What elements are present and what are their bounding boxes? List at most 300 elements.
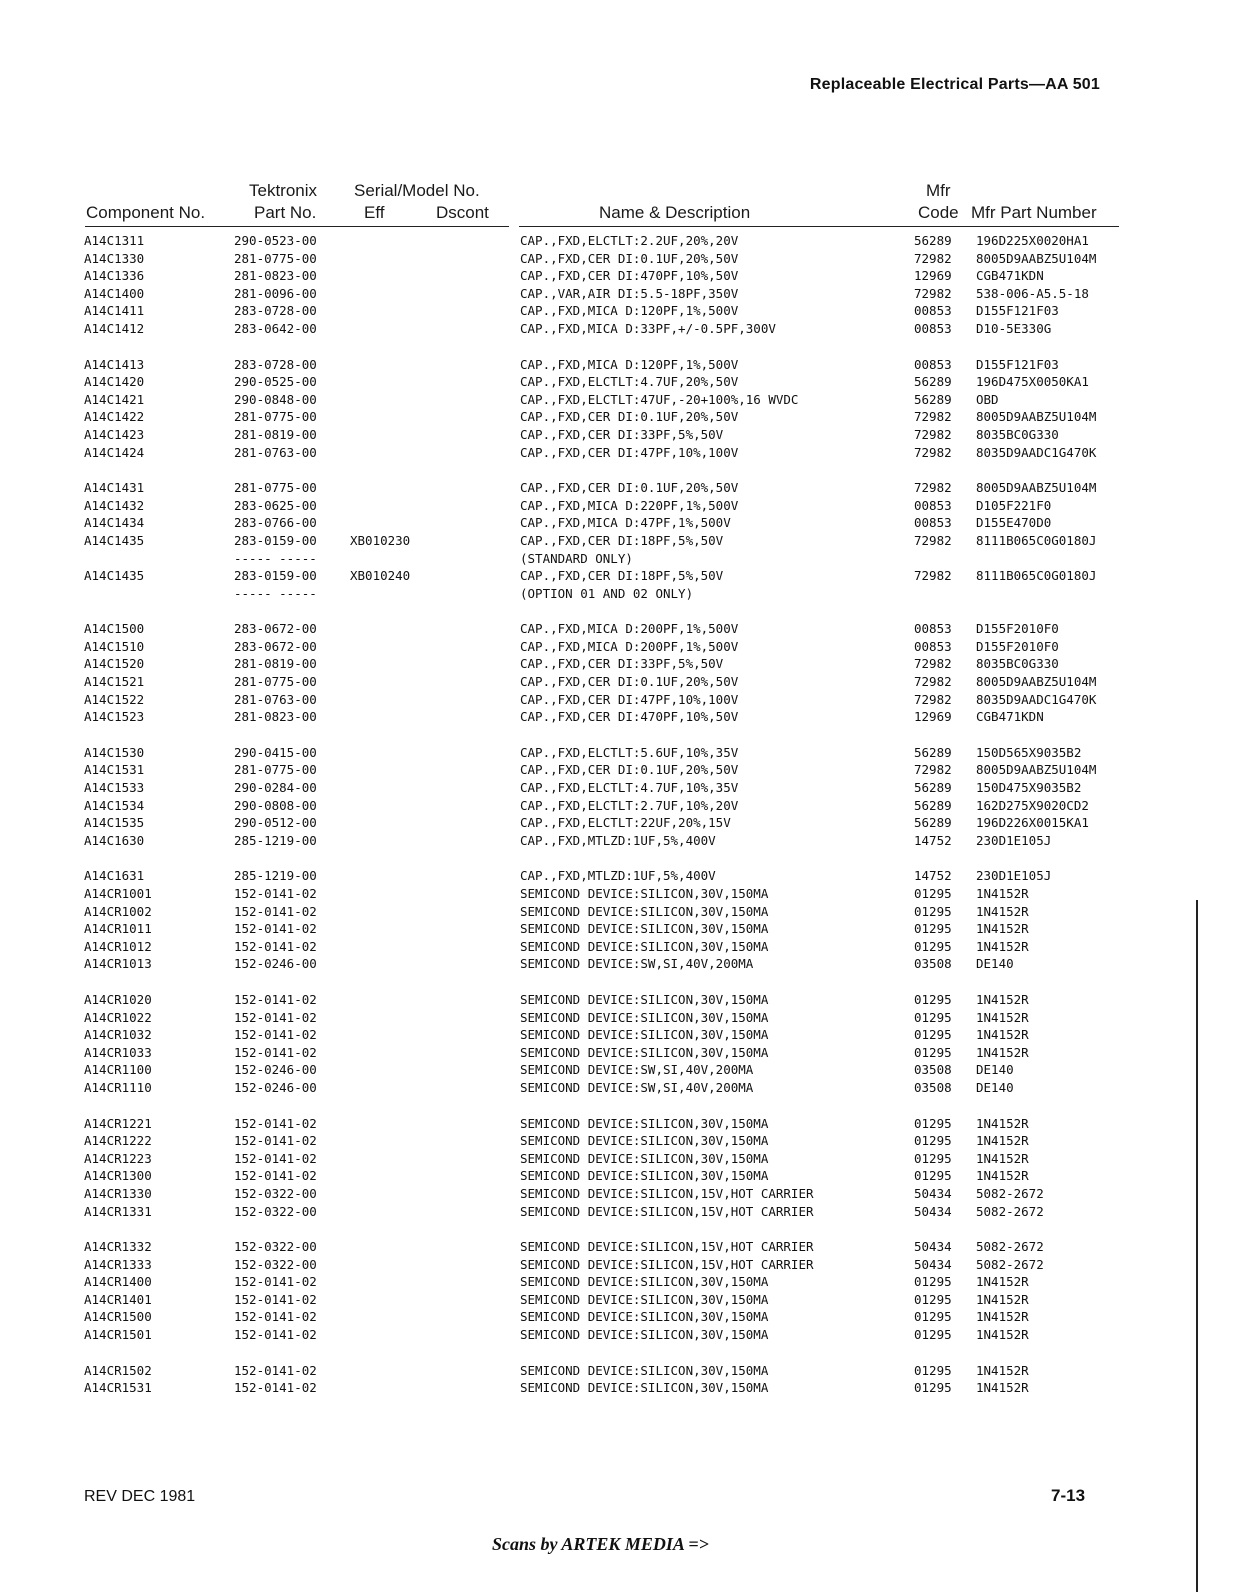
description-text: CAP.,FXD,MICA D:220PF,1%,500V — [520, 497, 739, 513]
mfr-code — [914, 1308, 952, 1326]
table-row — [0, 920, 1237, 938]
mfr-part-number-text: 8005D9AABZ5U104M — [976, 409, 1097, 425]
mfr-part-number — [976, 673, 1096, 691]
component-no — [84, 1379, 152, 1397]
mfr-part-number-text: 1N4152R — [976, 1009, 1029, 1025]
table-row — [0, 391, 1237, 409]
revision-date: REV DEC 1981 — [84, 1488, 196, 1505]
component-no-text: A14C1421 — [84, 391, 145, 407]
component-no — [84, 267, 144, 285]
component-no-text: A14C1630 — [84, 832, 145, 848]
component-no-text: A14CR1401 — [84, 1291, 152, 1307]
mfr-code — [914, 1115, 952, 1133]
mfr-part-number — [976, 779, 1081, 797]
component-no-text: A14C1424 — [84, 444, 145, 460]
mfr-code — [914, 1291, 952, 1309]
description-text: CAP.,FXD,MICA D:33PF,+/-0.5PF,300V — [520, 320, 776, 336]
mfr-part-number-text: DE140 — [976, 1062, 1014, 1078]
mfr-code — [914, 373, 952, 391]
component-no — [84, 408, 144, 426]
description-note: (OPTION 01 AND 02 ONLY) — [520, 585, 694, 601]
part-no-text: 152-0246-00 — [234, 956, 317, 972]
part-no — [234, 497, 317, 515]
mfr-code — [914, 779, 952, 797]
part-no-text: 281-0763-00 — [234, 444, 317, 460]
mfr-code-text: 56289 — [914, 797, 952, 813]
mfr-part-number-text: 1N4152R — [976, 938, 1029, 954]
description — [520, 832, 716, 850]
mfr-code-text: 72982 — [914, 568, 952, 584]
part-no-text: 152-0322-00 — [234, 1203, 317, 1219]
column-header-serial-model: Serial/Model No. — [354, 181, 480, 200]
mfr-part-number — [976, 814, 1089, 832]
part-no-text: 281-0763-00 — [234, 691, 317, 707]
part-no — [234, 1044, 317, 1062]
component-no-text: A14C1336 — [84, 268, 145, 284]
part-no — [234, 761, 317, 779]
mfr-code — [914, 1379, 952, 1397]
mfr-code-text: 01295 — [914, 1168, 952, 1184]
component-no-text: A14C1521 — [84, 674, 145, 690]
component-no-text: A14CR1100 — [84, 1062, 152, 1078]
page-number: 7-13 — [1051, 1486, 1086, 1505]
component-no — [84, 444, 144, 462]
mfr-code-text: 56289 — [914, 780, 952, 796]
mfr-part-number-text: 1N4152R — [976, 1027, 1029, 1043]
description-text: SEMICOND DEVICE:SILICON,30V,150MA — [520, 1044, 769, 1060]
column-header-mfr: Mfr — [926, 181, 951, 200]
mfr-part-number — [976, 938, 1029, 956]
part-no-text: 283-0672-00 — [234, 638, 317, 654]
mfr-code-text: 03508 — [914, 1062, 952, 1078]
component-no-text: A14C1530 — [84, 744, 145, 760]
mfr-part-number — [976, 320, 1051, 338]
description — [520, 955, 753, 973]
mfr-code-text: 03508 — [914, 956, 952, 972]
mfr-code — [914, 691, 952, 709]
description-text: CAP.,FXD,ELCTLT:2.7UF,10%,20V — [520, 797, 739, 813]
description — [520, 920, 768, 938]
mfr-code-text: 01295 — [914, 1309, 952, 1325]
component-no-text: A14CR1012 — [84, 938, 152, 954]
part-no — [234, 1185, 317, 1203]
column-header-dscont: Dscont — [436, 203, 489, 222]
mfr-part-number-text: 1N4152R — [976, 1362, 1029, 1378]
mfr-code — [914, 991, 952, 1009]
mfr-code — [914, 479, 952, 497]
component-no-text: A14C1311 — [84, 233, 145, 248]
part-no-text: 290-0848-00 — [234, 391, 317, 407]
mfr-part-number — [976, 1009, 1029, 1027]
part-no — [234, 514, 317, 532]
component-no-text: A14CR1020 — [84, 991, 152, 1007]
part-no-text: 152-0141-02 — [234, 1044, 317, 1060]
description-text: CAP.,VAR,AIR DI:5.5-18PF,350V — [520, 285, 739, 301]
table-row — [0, 267, 1237, 285]
component-no-text: A14CR1011 — [84, 921, 152, 937]
component-no — [84, 991, 152, 1009]
description — [520, 497, 738, 515]
component-no-text: A14CR1223 — [84, 1150, 152, 1166]
description — [520, 1203, 814, 1221]
component-no-text: A14C1435 — [84, 532, 145, 548]
mfr-code-text: 01295 — [914, 1044, 952, 1060]
part-no — [234, 1362, 317, 1380]
mfr-part-number-text: 1N4152R — [976, 1309, 1029, 1325]
mfr-code-text: 01295 — [914, 1380, 952, 1396]
description — [520, 514, 731, 532]
column-header-name-description: Name & Description — [599, 203, 751, 222]
component-no-text: A14CR1400 — [84, 1274, 152, 1290]
part-no — [234, 1167, 317, 1185]
part-no-text: 152-0141-02 — [234, 1009, 317, 1025]
part-no — [234, 938, 317, 956]
header-rule-left — [85, 226, 509, 227]
component-no — [84, 497, 144, 515]
column-header-mfr-code: Code — [918, 203, 959, 222]
table-row — [0, 232, 1237, 250]
part-no-text: 290-0808-00 — [234, 797, 317, 813]
parts-group — [0, 479, 1237, 602]
mfr-part-number — [976, 691, 1096, 709]
description — [520, 250, 738, 268]
mfr-part-number — [976, 620, 1059, 638]
component-no — [84, 938, 152, 956]
part-no-text: 152-0246-00 — [234, 1062, 317, 1078]
part-no — [234, 1379, 317, 1397]
description — [520, 532, 723, 567]
description-text: CAP.,FXD,CER DI:0.1UF,20%,50V — [520, 409, 739, 425]
header-rule-right — [519, 226, 1119, 227]
mfr-code — [914, 1203, 952, 1221]
description-text: SEMICOND DEVICE:SILICON,30V,150MA — [520, 1327, 769, 1343]
description — [520, 779, 738, 797]
mfr-part-number — [976, 1308, 1029, 1326]
mfr-code-text: 72982 — [914, 480, 952, 496]
component-no — [84, 356, 144, 374]
part-no — [234, 567, 317, 602]
component-no-text: A14CR1500 — [84, 1309, 152, 1325]
description-text: CAP.,FXD,CER DI:47PF,10%,100V — [520, 444, 739, 460]
component-no-text: A14CR1033 — [84, 1044, 152, 1060]
mfr-part-number — [976, 761, 1096, 779]
description — [520, 1150, 768, 1168]
part-no-text: 152-0141-02 — [234, 991, 317, 1007]
component-no — [84, 1026, 152, 1044]
table-row — [0, 938, 1237, 956]
mfr-code-text: 72982 — [914, 762, 952, 778]
table-row — [0, 497, 1237, 515]
table-row — [0, 1291, 1237, 1309]
description-text: CAP.,FXD,CER DI:18PF,5%,50V — [520, 532, 724, 548]
mfr-code — [914, 302, 952, 320]
part-no-text: 152-0322-00 — [234, 1185, 317, 1201]
component-no — [84, 1326, 152, 1344]
description-text: CAP.,FXD,MICA D:200PF,1%,500V — [520, 638, 739, 654]
table-row — [0, 285, 1237, 303]
table-row — [0, 1132, 1237, 1150]
mfr-part-number — [976, 1203, 1044, 1221]
mfr-part-number-text: 5082-2672 — [976, 1185, 1044, 1201]
part-no-text: 152-0246-00 — [234, 1079, 317, 1095]
part-no — [234, 885, 317, 903]
part-no-text: 285-1219-00 — [234, 832, 317, 848]
mfr-part-number-text: 196D475X0050KA1 — [976, 374, 1089, 390]
column-header-eff: Eff — [364, 203, 385, 222]
component-no — [84, 744, 144, 762]
description — [520, 1026, 768, 1044]
part-no-text: 290-0512-00 — [234, 815, 317, 831]
description-text: CAP.,FXD,CER DI:0.1UF,20%,50V — [520, 250, 739, 266]
serial-eff-text: XB010240 — [350, 568, 411, 584]
description — [520, 691, 738, 709]
mfr-part-number — [976, 444, 1096, 462]
component-no — [84, 532, 144, 550]
mfr-part-number-text: 8005D9AABZ5U104M — [976, 674, 1097, 690]
column-header-mfr-part-number: Mfr Part Number — [971, 203, 1097, 222]
component-no-text: A14C1523 — [84, 709, 145, 725]
part-no — [234, 1079, 317, 1097]
mfr-code-text: 01295 — [914, 886, 952, 901]
mfr-part-number-text: DE140 — [976, 956, 1014, 972]
description — [520, 444, 738, 462]
component-no-text: A14CR1032 — [84, 1027, 152, 1043]
mfr-code-text: 01295 — [914, 903, 952, 919]
table-row — [0, 532, 1237, 567]
description-text: SEMICOND DEVICE:SILICON,30V,150MA — [520, 903, 769, 919]
part-no-text: 281-0819-00 — [234, 426, 317, 442]
table-row — [0, 1379, 1237, 1397]
part-no-text: 152-0141-02 — [234, 886, 317, 901]
scan-credit: Scans by ARTEK MEDIA => — [492, 1534, 709, 1554]
component-no-text: A14CR1002 — [84, 903, 152, 919]
component-no — [84, 250, 144, 268]
mfr-code-text: 01295 — [914, 1362, 952, 1378]
component-no — [84, 320, 144, 338]
mfr-code-text: 56289 — [914, 233, 952, 248]
mfr-part-number — [976, 832, 1051, 850]
description — [520, 408, 738, 426]
mfr-code — [914, 673, 952, 691]
mfr-code — [914, 1362, 952, 1380]
mfr-code — [914, 744, 952, 762]
page-header-title: Replaceable Electrical Parts—AA 501 — [809, 76, 1100, 93]
mfr-part-number-text: D105F221F0 — [976, 497, 1052, 513]
mfr-code — [914, 285, 952, 303]
table-row — [0, 1009, 1237, 1027]
mfr-part-number-text: D155F2010F0 — [976, 621, 1059, 637]
component-no-text: A14CR1332 — [84, 1239, 152, 1255]
component-no-text: A14C1520 — [84, 656, 145, 672]
mfr-code — [914, 1326, 952, 1344]
mfr-part-number — [976, 991, 1029, 1009]
description-text: SEMICOND DEVICE:SILICON,15V,HOT CARRIER — [520, 1239, 814, 1255]
component-no-text: A14CR1300 — [84, 1168, 152, 1184]
component-no — [84, 708, 144, 726]
component-no — [84, 302, 144, 320]
mfr-code — [914, 920, 952, 938]
part-no-text: 152-0141-02 — [234, 1327, 317, 1343]
description — [520, 567, 723, 602]
mfr-part-number — [976, 250, 1096, 268]
component-no — [84, 1308, 152, 1326]
part-no-text: 281-0775-00 — [234, 250, 317, 266]
description-text: CAP.,FXD,CER DI:33PF,5%,50V — [520, 656, 724, 672]
parts-list — [0, 232, 1237, 1415]
part-no — [234, 285, 317, 303]
mfr-part-number-text: 1N4152R — [976, 903, 1029, 919]
description-text: SEMICOND DEVICE:SW,SI,40V,200MA — [520, 1079, 754, 1095]
table-row — [0, 1026, 1237, 1044]
mfr-part-number — [976, 479, 1096, 497]
mfr-code-text: 01295 — [914, 938, 952, 954]
mfr-part-number-text: 1N4152R — [976, 1133, 1029, 1149]
description-text: CAP.,FXD,MTLZD:1UF,5%,400V — [520, 832, 716, 848]
part-no — [234, 444, 317, 462]
part-no-text: 152-0141-02 — [234, 921, 317, 937]
table-row — [0, 373, 1237, 391]
table-row — [0, 832, 1237, 850]
description — [520, 479, 738, 497]
table-row — [0, 1256, 1237, 1274]
mfr-code — [914, 1079, 952, 1097]
mfr-code-text: 72982 — [914, 285, 952, 301]
description — [520, 655, 723, 673]
part-no-text: 152-0141-02 — [234, 1309, 317, 1325]
mfr-code-text: 14752 — [914, 832, 952, 848]
part-no-text: 152-0141-02 — [234, 1380, 317, 1396]
description — [520, 1185, 814, 1203]
description — [520, 1291, 768, 1309]
description-text: SEMICOND DEVICE:SILICON,30V,150MA — [520, 921, 769, 937]
part-no — [234, 1115, 317, 1133]
part-no-text: 152-0141-02 — [234, 1115, 317, 1131]
mfr-part-number-text: 5082-2672 — [976, 1256, 1044, 1272]
mfr-part-number-text: 8035D9AADC1G470K — [976, 444, 1097, 460]
component-no-text: A14C1412 — [84, 320, 145, 336]
scan-edge-line — [1196, 900, 1198, 1592]
mfr-part-number-text: 1N4152R — [976, 1380, 1029, 1396]
mfr-code — [914, 1132, 952, 1150]
description — [520, 1061, 753, 1079]
mfr-code — [914, 655, 952, 673]
mfr-code-text: 50434 — [914, 1185, 952, 1201]
part-no-text: 152-0141-02 — [234, 1150, 317, 1166]
part-no — [234, 797, 317, 815]
description — [520, 673, 738, 691]
table-row — [0, 356, 1237, 374]
description-text: CAP.,FXD,CER DI:33PF,5%,50V — [520, 426, 724, 442]
component-no-text: A14CR1331 — [84, 1203, 152, 1219]
part-no — [234, 1132, 317, 1150]
table-row — [0, 514, 1237, 532]
component-no-text: A14C1434 — [84, 515, 145, 531]
component-no — [84, 1132, 152, 1150]
component-no-text: A14C1534 — [84, 797, 145, 813]
part-no-text: 152-0322-00 — [234, 1256, 317, 1272]
description-text: SEMICOND DEVICE:SILICON,30V,150MA — [520, 1133, 769, 1149]
component-no-text: A14CR1221 — [84, 1115, 152, 1131]
mfr-code-text: 12969 — [914, 268, 952, 284]
mfr-code — [914, 761, 952, 779]
part-no — [234, 320, 317, 338]
mfr-part-number — [976, 232, 1089, 250]
mfr-code-text: 03508 — [914, 1079, 952, 1095]
mfr-code — [914, 1185, 952, 1203]
part-no-text: 283-0159-00 — [234, 532, 317, 548]
description-text: SEMICOND DEVICE:SILICON,30V,150MA — [520, 1380, 769, 1396]
description — [520, 744, 738, 762]
description — [520, 267, 738, 285]
mfr-code — [914, 232, 952, 250]
component-no-text: A14C1420 — [84, 374, 145, 390]
mfr-part-number-text: OBD — [976, 391, 999, 407]
table-row — [0, 903, 1237, 921]
mfr-part-number-text: 8035D9AADC1G470K — [976, 691, 1097, 707]
table-row — [0, 991, 1237, 1009]
description-text: CAP.,FXD,ELCTLT:4.7UF,20%,50V — [520, 374, 739, 390]
mfr-code-text: 72982 — [914, 674, 952, 690]
component-no — [84, 920, 152, 938]
part-no — [234, 1203, 317, 1221]
description — [520, 391, 798, 409]
mfr-code-text: 56289 — [914, 815, 952, 831]
mfr-code — [914, 938, 952, 956]
part-no — [234, 673, 317, 691]
description-text: SEMICOND DEVICE:SW,SI,40V,200MA — [520, 956, 754, 972]
component-no — [84, 903, 152, 921]
mfr-code — [914, 797, 952, 815]
part-no-text: 281-0823-00 — [234, 268, 317, 284]
table-row — [0, 444, 1237, 462]
mfr-part-number-text: 5082-2672 — [976, 1203, 1044, 1219]
part-no — [234, 356, 317, 374]
part-no — [234, 708, 317, 726]
part-no-text: 290-0415-00 — [234, 744, 317, 760]
table-row — [0, 302, 1237, 320]
part-no — [234, 1326, 317, 1344]
parts-group — [0, 232, 1237, 338]
part-no — [234, 391, 317, 409]
table-row — [0, 673, 1237, 691]
component-no — [84, 761, 144, 779]
part-no — [234, 867, 317, 885]
component-no — [84, 391, 144, 409]
mfr-part-number — [976, 267, 1044, 285]
component-no-text: A14CR1330 — [84, 1185, 152, 1201]
mfr-code-text: 01295 — [914, 921, 952, 937]
component-no — [84, 779, 144, 797]
description — [520, 320, 776, 338]
parts-group — [0, 1238, 1237, 1344]
part-no-text: 281-0775-00 — [234, 480, 317, 496]
description-text: CAP.,FXD,MTLZD:1UF,5%,400V — [520, 868, 716, 884]
mfr-code — [914, 1044, 952, 1062]
column-header-component: Component No. — [86, 203, 206, 222]
mfr-code — [914, 885, 952, 903]
description-text: CAP.,FXD,MICA D:200PF,1%,500V — [520, 621, 739, 637]
description-text: SEMICOND DEVICE:SILICON,30V,150MA — [520, 1362, 769, 1378]
description-text: SEMICOND DEVICE:SILICON,30V,150MA — [520, 1291, 769, 1307]
mfr-code-text: 01295 — [914, 1027, 952, 1043]
part-no — [234, 408, 317, 426]
mfr-part-number-text: 8005D9AABZ5U104M — [976, 480, 1097, 496]
table-row — [0, 426, 1237, 444]
component-no-text: A14CR1110 — [84, 1079, 152, 1095]
description — [520, 1044, 768, 1062]
table-row — [0, 867, 1237, 885]
description-text: CAP.,FXD,CER DI:470PF,10%,50V — [520, 709, 739, 725]
